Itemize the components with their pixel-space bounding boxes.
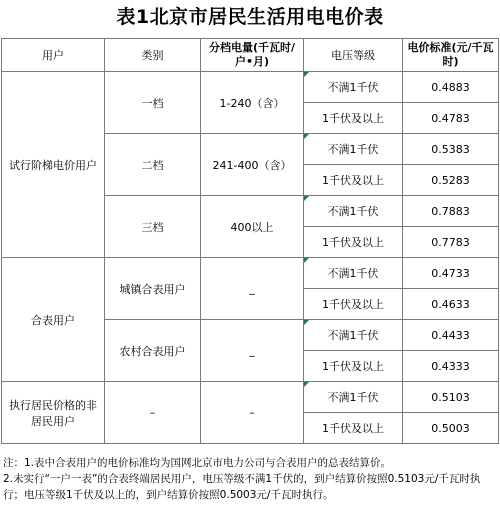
note-line: 注：1.表中合表用户的电价标准均为国网北京市电力公司与合表用户的总表结算价。	[3, 457, 392, 469]
price-cell: 0.7883	[403, 196, 499, 227]
user-type-cell: 合表用户	[2, 258, 105, 382]
price-cell: 0.5383	[403, 134, 499, 165]
header-category: 类别	[105, 39, 201, 72]
note-line: 2.未实行“一户一表”的合表终端居民用户，电压等级不满1千伏的，到户结算价按照0.5103元/千瓦时执	[3, 473, 481, 485]
voltage-cell: 1千伏及以上	[304, 289, 403, 320]
user-type-cell: 试行阶梯电价用户	[2, 72, 105, 258]
voltage-cell: 不满1千伏	[304, 134, 403, 165]
price-cell: 0.5283	[403, 165, 499, 196]
tier-range-cell: _	[201, 320, 304, 382]
price-cell: 0.5103	[403, 382, 499, 413]
voltage-cell: 1千伏及以上	[304, 351, 403, 382]
price-cell: 0.4733	[403, 258, 499, 289]
tier-range-cell: 400以上	[201, 196, 304, 258]
category-cell: 农村合表用户	[105, 320, 201, 382]
voltage-cell: 1千伏及以上	[304, 227, 403, 258]
user-type-cell: 执行居民价格的非 居民用户	[2, 382, 105, 444]
header-user: 用户	[2, 39, 105, 72]
price-cell: 0.4433	[403, 320, 499, 351]
price-cell: 0.7783	[403, 227, 499, 258]
table-row	[2, 258, 499, 289]
header-price: 电价标准(元/千瓦 时)	[403, 39, 499, 72]
tier-range-cell: 1-240（含）	[201, 72, 304, 134]
voltage-cell: 1千伏及以上	[304, 413, 403, 444]
electricity-price-table	[1, 38, 499, 444]
voltage-cell: 不满1千伏	[304, 72, 403, 103]
table-row	[2, 72, 499, 103]
header-tier-usage: 分档电量(千瓦时/ 户•月)	[201, 39, 304, 72]
tier-range-cell: –	[201, 382, 304, 444]
category-cell: 二档	[105, 134, 201, 196]
price-cell: 0.4783	[403, 103, 499, 134]
price-cell: 0.5003	[403, 413, 499, 444]
category-cell: –	[105, 382, 201, 444]
voltage-cell: 不满1千伏	[304, 320, 403, 351]
tier-range-cell: _	[201, 258, 304, 320]
voltage-cell: 不满1千伏	[304, 196, 403, 227]
header-voltage: 电压等级	[304, 39, 403, 72]
voltage-cell: 1千伏及以上	[304, 103, 403, 134]
price-cell: 0.4333	[403, 351, 499, 382]
tier-range-cell: 241-400（含）	[201, 134, 304, 196]
header-row	[2, 39, 499, 72]
note-line: 行；电压等级1千伏及以上的，到户结算价按照0.5003元/千瓦时执行。	[3, 489, 334, 501]
category-cell: 一档	[105, 72, 201, 134]
table-title: 表1北京市居民生活用电电价表	[116, 6, 384, 28]
voltage-cell: 1千伏及以上	[304, 165, 403, 196]
voltage-cell: 不满1千伏	[304, 382, 403, 413]
price-cell: 0.4883	[403, 72, 499, 103]
voltage-cell: 不满1千伏	[304, 258, 403, 289]
price-cell: 0.4633	[403, 289, 499, 320]
table-notes	[3, 455, 497, 503]
table-row	[2, 382, 499, 413]
category-cell: 三档	[105, 196, 201, 258]
category-cell: 城镇合表用户	[105, 258, 201, 320]
